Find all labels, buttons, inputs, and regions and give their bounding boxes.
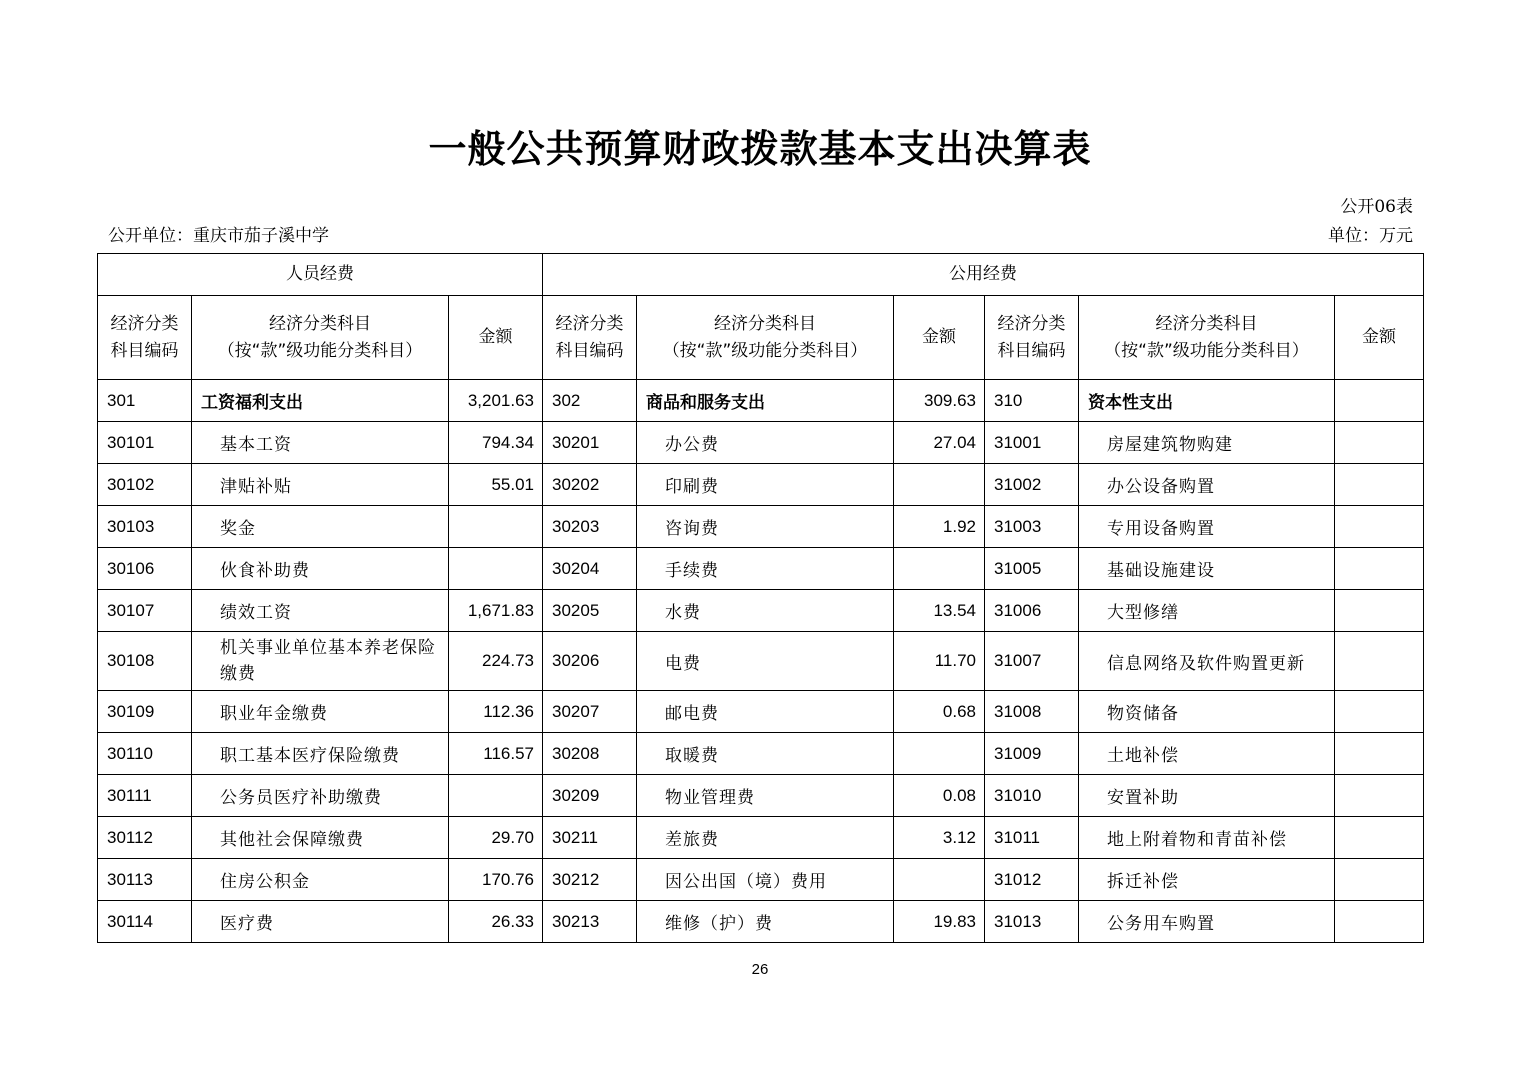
table-row [98,632,1424,691]
amount-cell [449,506,543,548]
col-header-name [637,296,894,380]
amount-cell: 3.12 [894,817,985,859]
col-header-name-line2: （按“款”级功能分类科目） [1104,340,1309,361]
amount-cell: 13.54 [894,590,985,632]
econ-code-cell: 31011 [985,817,1079,859]
econ-code-cell: 30207 [543,691,637,733]
econ-item-cell: 专用设备购置 [1079,506,1335,548]
econ-code-cell: 30113 [98,859,192,901]
econ-code-cell: 31005 [985,548,1079,590]
econ-item-cell: 房屋建筑物购建 [1079,422,1335,464]
econ-item-cell: 基础设施建设 [1079,548,1335,590]
econ-code-cell: 31009 [985,733,1079,775]
econ-item-cell: 安置补助 [1079,775,1335,817]
group-header-public: 公用经费 [543,254,1424,296]
amount-cell [894,464,985,506]
col-header-code-line2: 科目编码 [997,340,1066,361]
econ-item-cell: 住房公积金 [192,859,449,901]
econ-item-cell: 拆迁补偿 [1079,859,1335,901]
econ-code-cell: 301 [98,380,192,422]
amount-cell: 27.04 [894,422,985,464]
econ-item-cell: 奖金 [192,506,449,548]
econ-code-cell: 31001 [985,422,1079,464]
econ-code-cell: 30114 [98,901,192,943]
amount-cell: 26.33 [449,901,543,943]
econ-code-cell: 31010 [985,775,1079,817]
econ-code-cell: 30108 [98,632,192,691]
page-number: 26 [751,961,769,978]
amount-cell [1335,506,1424,548]
amount-cell [894,733,985,775]
col-header-code [98,296,192,380]
col-header-name-line1: 经济分类科目 [269,313,371,334]
econ-item-cell: 维修（护）费 [637,901,894,943]
econ-item-cell: 资本性支出 [1079,380,1335,422]
econ-code-cell: 31007 [985,632,1079,691]
amount-cell: 0.08 [894,775,985,817]
amount-cell: 794.34 [449,422,543,464]
col-header-code-line1: 经济分类 [110,313,179,334]
econ-item-cell: 其他社会保障缴费 [192,817,449,859]
col-header-code-line1: 经济分类 [997,313,1066,334]
econ-item-cell: 津贴补贴 [192,464,449,506]
amount-cell [1335,548,1424,590]
col-header-amount: 金额 [449,296,543,380]
col-header-name [192,296,449,380]
col-header-code-line1: 经济分类 [555,313,624,334]
amount-cell [1335,775,1424,817]
econ-item-cell: 绩效工资 [192,590,449,632]
econ-code-cell: 30102 [98,464,192,506]
econ-code-cell: 30206 [543,632,637,691]
amount-cell [449,775,543,817]
amount-cell [1335,817,1424,859]
econ-item-cell: 公务用车购置 [1079,901,1335,943]
econ-code-cell: 31006 [985,590,1079,632]
econ-item-cell: 职业年金缴费 [192,691,449,733]
econ-item-cell: 机关事业单位基本养老保险缴费 [192,632,449,691]
table-row [98,859,1424,901]
econ-item-cell: 因公出国（境）费用 [637,859,894,901]
col-header-name-line1: 经济分类科目 [714,313,816,334]
table-row [98,422,1424,464]
amount-cell [894,548,985,590]
col-header-name [1079,296,1335,380]
table-row [98,548,1424,590]
amount-cell: 55.01 [449,464,543,506]
form-number: 公开06表 [1340,197,1413,217]
econ-item-cell: 取暖费 [637,733,894,775]
amount-cell [1335,380,1424,422]
currency-unit: 单位：万元 [1328,226,1413,246]
col-header-amount: 金额 [894,296,985,380]
col-header-code-line2: 科目编码 [555,340,624,361]
amount-cell [1335,859,1424,901]
amount-cell: 29.70 [449,817,543,859]
econ-code-cell: 30211 [543,817,637,859]
econ-code-cell: 31008 [985,691,1079,733]
amount-cell: 309.63 [894,380,985,422]
econ-code-cell: 30101 [98,422,192,464]
amount-cell: 116.57 [449,733,543,775]
econ-item-cell: 伙食补助费 [192,548,449,590]
col-header-name-line1: 经济分类科目 [1155,313,1258,334]
econ-code-cell: 30213 [543,901,637,943]
econ-code-cell: 30208 [543,733,637,775]
econ-code-cell: 30203 [543,506,637,548]
econ-code-cell: 30201 [543,422,637,464]
econ-item-cell: 水费 [637,590,894,632]
col-header-amount: 金额 [1335,296,1424,380]
amount-cell [1335,464,1424,506]
amount-cell [1335,901,1424,943]
econ-item-cell: 物业管理费 [637,775,894,817]
amount-cell: 3,201.63 [449,380,543,422]
econ-code-cell: 310 [985,380,1079,422]
econ-item-cell: 大型修缮 [1079,590,1335,632]
econ-item-cell: 基本工资 [192,422,449,464]
econ-code-cell: 30205 [543,590,637,632]
econ-item-cell: 信息网络及软件购置更新 [1079,632,1335,691]
table-row [98,775,1424,817]
amount-cell: 170.76 [449,859,543,901]
col-header-name-line2: （按“款”级功能分类科目） [217,340,423,361]
amount-cell [449,548,543,590]
col-header-code-line2: 科目编码 [110,340,179,361]
table-row [98,506,1424,548]
table-row [98,464,1424,506]
econ-code-cell: 30110 [98,733,192,775]
amount-cell: 1,671.83 [449,590,543,632]
econ-code-cell: 31002 [985,464,1079,506]
econ-item-cell: 手续费 [637,548,894,590]
econ-item-cell: 职工基本医疗保险缴费 [192,733,449,775]
table-row [98,901,1424,943]
col-header-name-line2: （按“款”级功能分类科目） [662,340,868,361]
group-header-personnel: 人员经费 [98,254,543,296]
econ-item-cell: 办公设备购置 [1079,464,1335,506]
econ-item-cell: 邮电费 [637,691,894,733]
amount-cell [1335,632,1424,691]
econ-code-cell: 30109 [98,691,192,733]
amount-cell [894,859,985,901]
econ-code-cell: 30212 [543,859,637,901]
amount-cell [1335,422,1424,464]
col-header-code [985,296,1079,380]
econ-item-cell: 地上附着物和青苗补偿 [1079,817,1335,859]
econ-code-cell: 30107 [98,590,192,632]
econ-item-cell: 咨询费 [637,506,894,548]
col-header-code [543,296,637,380]
econ-code-cell: 30209 [543,775,637,817]
econ-code-cell: 302 [543,380,637,422]
expenditure-table [97,253,1424,943]
econ-item-cell: 医疗费 [192,901,449,943]
econ-item-cell: 差旅费 [637,817,894,859]
page-title: 一般公共预算财政拨款基本支出决算表 [428,127,1092,171]
econ-code-cell: 30112 [98,817,192,859]
econ-code-cell: 30103 [98,506,192,548]
econ-code-cell: 30111 [98,775,192,817]
amount-cell: 0.68 [894,691,985,733]
amount-cell [1335,590,1424,632]
amount-cell [1335,691,1424,733]
amount-cell: 11.70 [894,632,985,691]
econ-item-cell: 公务员医疗补助缴费 [192,775,449,817]
table-row [98,733,1424,775]
table-row [98,691,1424,733]
econ-code-cell: 30204 [543,548,637,590]
econ-code-cell: 30202 [543,464,637,506]
econ-item-cell: 印刷费 [637,464,894,506]
amount-cell: 112.36 [449,691,543,733]
amount-cell: 224.73 [449,632,543,691]
econ-code-cell: 31013 [985,901,1079,943]
reporting-unit: 公开单位：重庆市茄子溪中学 [108,226,329,246]
table-row [98,590,1424,632]
econ-code-cell: 31003 [985,506,1079,548]
table-row [98,817,1424,859]
econ-item-cell: 土地补偿 [1079,733,1335,775]
econ-item-cell: 电费 [637,632,894,691]
econ-item-cell: 商品和服务支出 [637,380,894,422]
econ-item-cell: 工资福利支出 [192,380,449,422]
amount-cell: 1.92 [894,506,985,548]
amount-cell: 19.83 [894,901,985,943]
econ-code-cell: 30106 [98,548,192,590]
econ-item-cell: 物资储备 [1079,691,1335,733]
econ-code-cell: 31012 [985,859,1079,901]
table-row [98,380,1424,422]
amount-cell [1335,733,1424,775]
econ-item-cell: 办公费 [637,422,894,464]
